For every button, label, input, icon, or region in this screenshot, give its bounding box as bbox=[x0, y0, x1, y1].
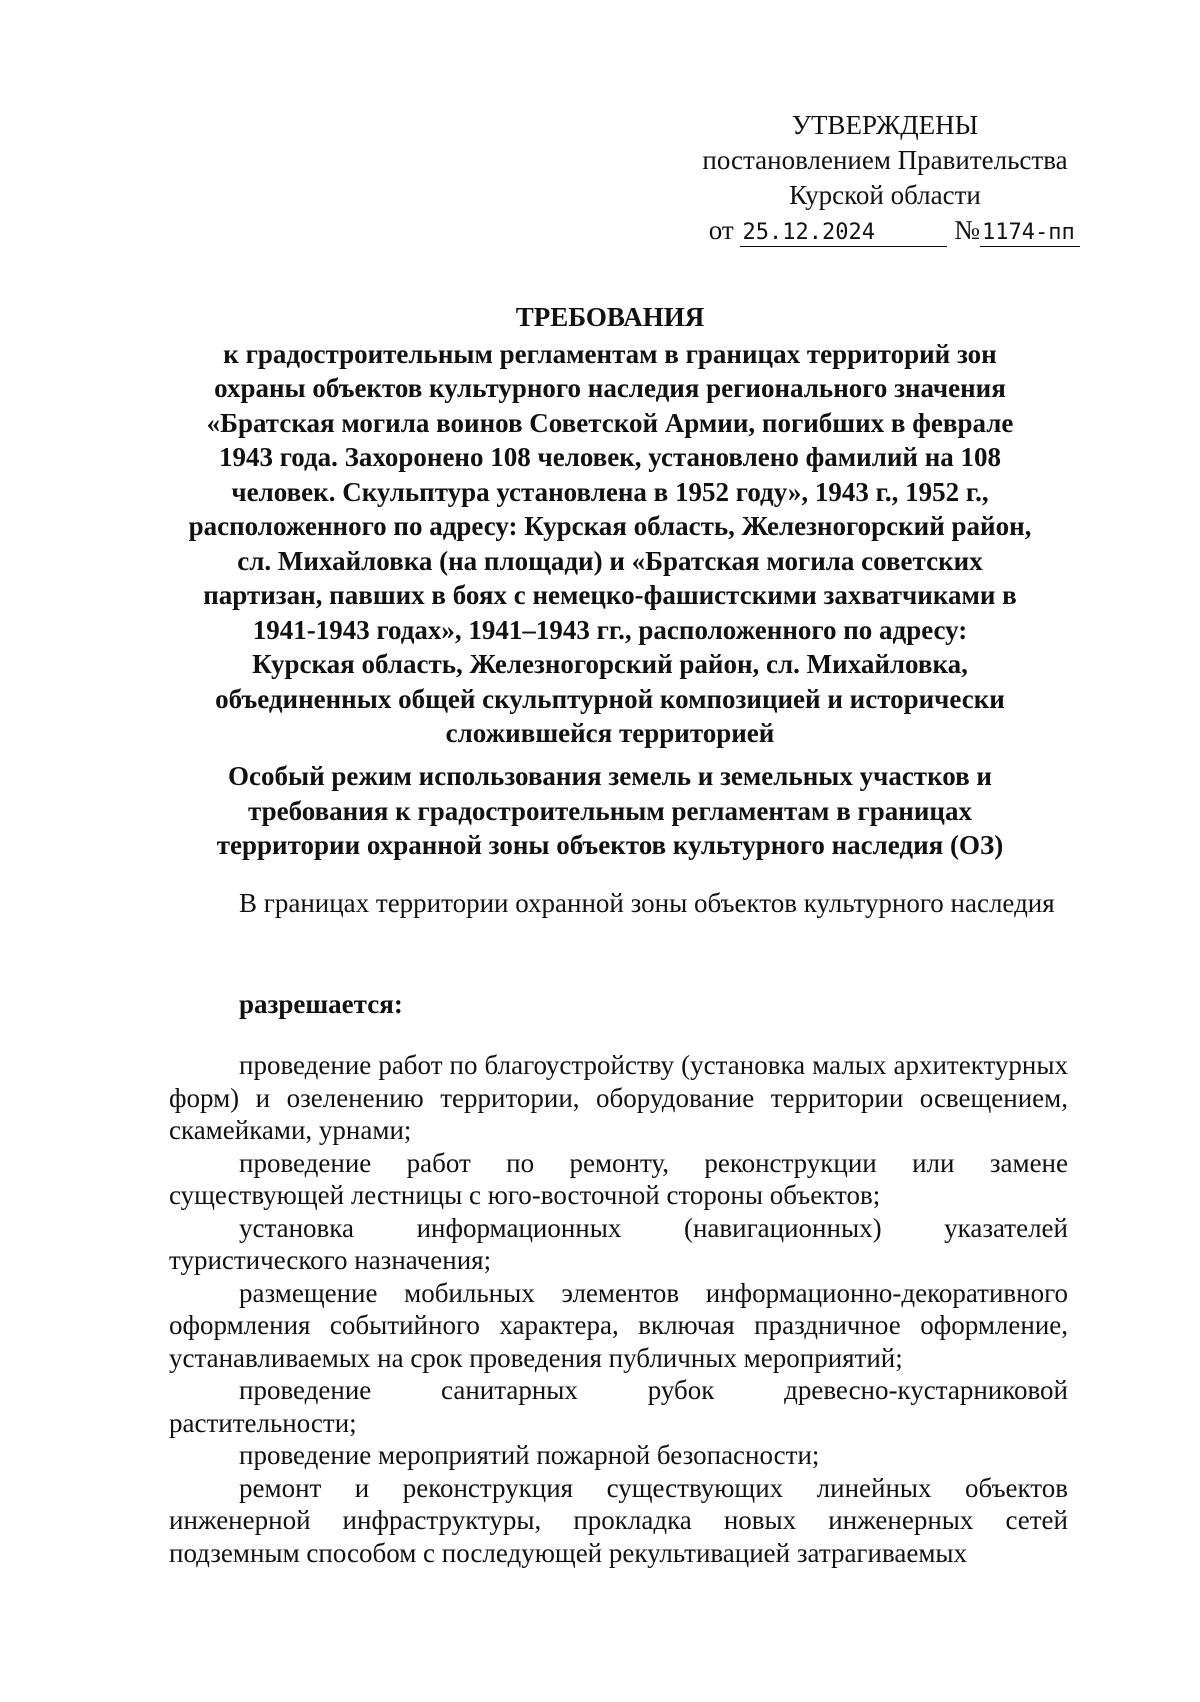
document-title bbox=[160, 300, 1060, 751]
title-line: 1943 года. Захоронено 108 человек, установлено фамилий на 108 bbox=[218, 442, 1002, 472]
allowed-items-list bbox=[169, 1049, 1068, 1569]
approval-line-2: Курской области bbox=[789, 180, 981, 210]
approval-heading: УТВЕРЖДЕНЫ bbox=[791, 110, 979, 140]
approval-line-1: постановлением Правительства bbox=[702, 145, 1068, 175]
list-item: ремонт и реконструкция существующих линейных объектов инженерной инфраструктуры, прокладка новых инженерных сетей подземным способом с последующей рекультивацией затрагиваемых bbox=[169, 1472, 1068, 1568]
intro-paragraph-block bbox=[169, 887, 1068, 920]
title-line: Курская область, Железногорский район, сл. Михайловка, bbox=[252, 649, 968, 679]
list-item: проведение работ по благоустройству (установка малых архитектурных форм) и озеленению территории, оборудование территории освещением, скамейками, урнами; bbox=[169, 1050, 1068, 1145]
list-item: установка информационных (навигационных) указателей туристического назначения; bbox=[169, 1212, 1068, 1275]
list-item: проведение санитарных рубок древесно-кустарниковой растительности; bbox=[169, 1375, 1068, 1438]
approval-date-line bbox=[690, 213, 1080, 248]
list-item: размещение мобильных элементов информационно-декоративного оформления событийного характера, включая праздничное оформление, устанавливаемых на срок проведения публичных мероприятий; bbox=[169, 1277, 1068, 1373]
subtitle-line: территории охранной зоны объектов культурного наследия (ОЗ) bbox=[216, 830, 1004, 860]
title-line: 1941-1943 годах», 1941–1943 гг., расположенного по адресу: bbox=[252, 614, 968, 645]
list-item: проведение мероприятий пожарной безопасности; bbox=[239, 1440, 820, 1470]
title-line: объединенных общей скульптурной композицией и исторически bbox=[215, 683, 1005, 714]
approval-date: 25.12.2024 bbox=[740, 220, 947, 247]
title-line: сл. Михайловка (на площади) и «Братская могила советских bbox=[237, 545, 983, 576]
title-line: партизан, павших в боях с немецко-фашистскими захватчиками в bbox=[203, 580, 1017, 610]
number-prefix: № bbox=[954, 215, 980, 245]
approval-number: 1174-пп bbox=[980, 220, 1080, 247]
allowed-label: разрешается: bbox=[239, 989, 403, 1019]
title-line: человек. Скульптура установлена в 1952 году», 1943 г., 1952 г., bbox=[231, 476, 989, 507]
title-line: расположенного по адресу: Курская область, Железногорский район, bbox=[188, 511, 1032, 541]
title-line: к градостроительным регламентам в границах территорий зон bbox=[223, 338, 997, 369]
subtitle-line: Особый режим использования земель и земельных участков и bbox=[228, 761, 992, 791]
title-line: охраны объектов культурного наследия регионального значения bbox=[214, 373, 1006, 403]
title-heading: ТРЕБОВАНИЯ bbox=[515, 302, 705, 332]
section-subtitle bbox=[160, 759, 1060, 863]
list-item: проведение работ по ремонту, реконструкции или замене существующей лестницы с юго-восточной стороны объектов; bbox=[169, 1147, 1068, 1210]
intro-paragraph: В границах территории охранной зоны объектов культурного наследия bbox=[239, 888, 1055, 918]
title-line: сложившейся территорией bbox=[445, 718, 775, 748]
subtitle-line: требования к градостроительным регламентам в границах bbox=[248, 795, 972, 826]
title-line: «Братская могила воинов Советской Армии, погибших в феврале bbox=[206, 407, 1014, 438]
date-prefix: от bbox=[708, 215, 734, 245]
approval-block bbox=[690, 108, 1080, 248]
